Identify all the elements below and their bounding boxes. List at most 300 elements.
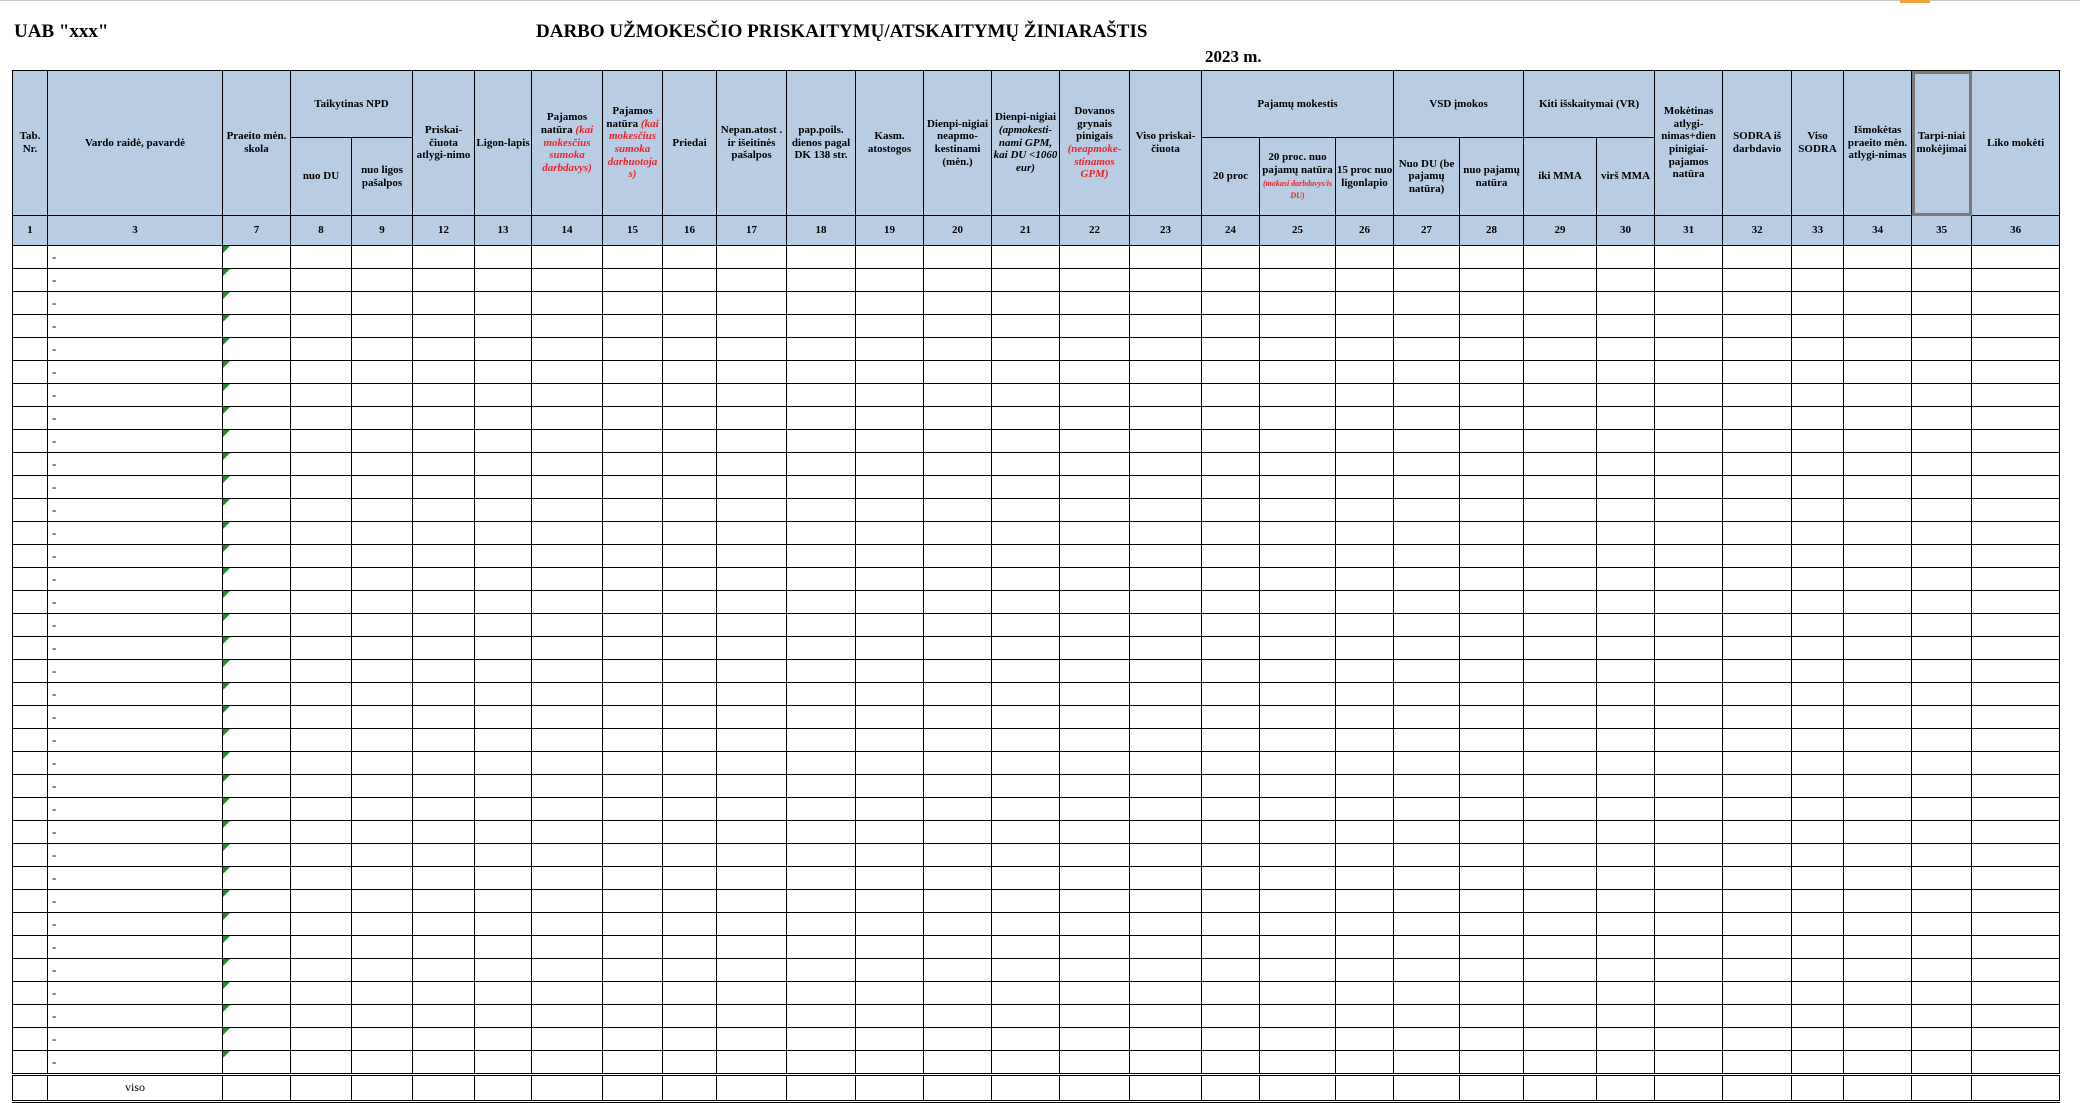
table-cell[interactable] [13, 430, 48, 453]
table-cell[interactable] [603, 775, 663, 798]
table-cell[interactable] [291, 476, 352, 499]
column-number[interactable]: 12 [413, 216, 475, 246]
table-cell[interactable] [1972, 1051, 2060, 1075]
table-cell[interactable] [1792, 775, 1844, 798]
table-cell[interactable] [1723, 499, 1792, 522]
table-cell[interactable] [1524, 706, 1597, 729]
table-cell[interactable] [1336, 269, 1394, 292]
table-cell[interactable] [1723, 430, 1792, 453]
table-cell[interactable] [352, 683, 413, 706]
table-cell[interactable] [532, 867, 603, 890]
table-cell[interactable] [992, 315, 1060, 338]
table-cell[interactable] [291, 384, 352, 407]
table-cell[interactable] [291, 591, 352, 614]
table-cell[interactable] [992, 499, 1060, 522]
table-cell[interactable] [1260, 959, 1336, 982]
table-cell[interactable] [717, 292, 787, 315]
table-cell[interactable] [1912, 292, 1972, 315]
table-cell[interactable] [1524, 407, 1597, 430]
table-cell[interactable] [1655, 269, 1723, 292]
employee-name-cell[interactable]: - [48, 959, 223, 982]
header-npd-du[interactable]: nuo DU [291, 138, 352, 216]
table-cell[interactable] [1460, 982, 1524, 1005]
table-cell[interactable] [1844, 752, 1912, 775]
total-cell[interactable] [352, 1075, 413, 1102]
table-cell[interactable] [532, 522, 603, 545]
table-cell[interactable] [475, 476, 532, 499]
table-cell[interactable] [1460, 499, 1524, 522]
total-cell[interactable] [1912, 1075, 1972, 1102]
table-cell[interactable] [291, 775, 352, 798]
table-cell[interactable] [352, 315, 413, 338]
table-cell[interactable] [1394, 246, 1460, 269]
table-cell[interactable] [291, 614, 352, 637]
prev-debt-cell[interactable] [223, 292, 291, 315]
table-cell[interactable] [1524, 729, 1597, 752]
table-cell[interactable] [1723, 936, 1792, 959]
table-cell[interactable] [1597, 338, 1655, 361]
table-cell[interactable] [1394, 775, 1460, 798]
table-cell[interactable] [13, 775, 48, 798]
table-cell[interactable] [1972, 798, 2060, 821]
table-cell[interactable] [475, 752, 532, 775]
table-cell[interactable] [413, 982, 475, 1005]
table-cell[interactable] [413, 1028, 475, 1051]
table-cell[interactable] [1260, 499, 1336, 522]
table-cell[interactable] [532, 292, 603, 315]
table-cell[interactable] [1655, 430, 1723, 453]
table-cell[interactable] [663, 246, 717, 269]
header-total-accrued[interactable]: Viso priskai-čiuota [1130, 71, 1202, 216]
table-cell[interactable] [1844, 637, 1912, 660]
table-cell[interactable] [1655, 407, 1723, 430]
header-in-kind-employer[interactable] [532, 71, 603, 216]
table-cell[interactable] [787, 499, 856, 522]
table-cell[interactable] [1336, 798, 1394, 821]
table-cell[interactable] [1792, 499, 1844, 522]
table-cell[interactable] [663, 476, 717, 499]
column-number[interactable]: 32 [1723, 216, 1792, 246]
employee-name-cell[interactable]: - [48, 775, 223, 798]
table-cell[interactable] [1524, 660, 1597, 683]
table-cell[interactable] [1060, 522, 1130, 545]
total-cell[interactable] [787, 1075, 856, 1102]
table-cell[interactable] [1972, 706, 2060, 729]
column-number[interactable]: 1 [13, 216, 48, 246]
table-cell[interactable] [291, 499, 352, 522]
table-cell[interactable] [13, 1028, 48, 1051]
table-cell[interactable] [532, 545, 603, 568]
table-cell[interactable] [717, 614, 787, 637]
table-cell[interactable] [787, 1028, 856, 1051]
table-cell[interactable] [1912, 660, 1972, 683]
table-cell[interactable] [1336, 660, 1394, 683]
table-cell[interactable] [1655, 867, 1723, 890]
table-cell[interactable] [1336, 752, 1394, 775]
header-daily-untaxed[interactable]: Dienpi-nigiai neapmo-kestinami (mėn.) [924, 71, 992, 216]
table-cell[interactable] [1597, 959, 1655, 982]
table-cell[interactable] [413, 844, 475, 867]
table-cell[interactable] [1524, 1051, 1597, 1075]
table-cell[interactable] [1792, 315, 1844, 338]
table-cell[interactable] [1524, 522, 1597, 545]
table-cell[interactable] [352, 867, 413, 890]
table-cell[interactable] [924, 453, 992, 476]
table-cell[interactable] [1260, 936, 1336, 959]
table-cell[interactable] [856, 913, 924, 936]
table-cell[interactable] [1202, 821, 1260, 844]
table-cell[interactable] [1597, 683, 1655, 706]
table-cell[interactable] [856, 568, 924, 591]
table-cell[interactable] [1912, 637, 1972, 660]
table-cell[interactable] [291, 430, 352, 453]
table-cell[interactable] [13, 384, 48, 407]
table-cell[interactable] [13, 568, 48, 591]
table-cell[interactable] [1336, 545, 1394, 568]
table-cell[interactable] [663, 844, 717, 867]
table-cell[interactable] [13, 1051, 48, 1075]
table-cell[interactable] [1394, 660, 1460, 683]
table-cell[interactable] [532, 338, 603, 361]
table-cell[interactable] [413, 729, 475, 752]
table-cell[interactable] [717, 890, 787, 913]
column-number[interactable]: 19 [856, 216, 924, 246]
total-cell[interactable] [413, 1075, 475, 1102]
table-cell[interactable] [717, 430, 787, 453]
table-cell[interactable] [352, 1028, 413, 1051]
table-cell[interactable] [1130, 614, 1202, 637]
table-cell[interactable] [1260, 338, 1336, 361]
table-cell[interactable] [1202, 499, 1260, 522]
table-cell[interactable] [1130, 1051, 1202, 1075]
table-cell[interactable] [1972, 246, 2060, 269]
table-cell[interactable] [663, 982, 717, 1005]
table-cell[interactable] [1597, 844, 1655, 867]
table-cell[interactable] [1597, 407, 1655, 430]
table-cell[interactable] [1723, 660, 1792, 683]
table-cell[interactable] [603, 752, 663, 775]
total-cell[interactable] [1524, 1075, 1597, 1102]
total-cell[interactable] [856, 1075, 924, 1102]
table-cell[interactable] [1394, 407, 1460, 430]
table-cell[interactable] [663, 568, 717, 591]
column-number[interactable]: 34 [1844, 216, 1912, 246]
prev-debt-cell[interactable] [223, 499, 291, 522]
table-cell[interactable] [603, 453, 663, 476]
table-cell[interactable] [1844, 1028, 1912, 1051]
table-cell[interactable] [856, 890, 924, 913]
table-cell[interactable] [1723, 453, 1792, 476]
header-gifts[interactable] [1060, 71, 1130, 216]
table-cell[interactable] [532, 798, 603, 821]
table-cell[interactable] [787, 292, 856, 315]
table-cell[interactable] [1202, 890, 1260, 913]
table-cell[interactable] [1723, 1028, 1792, 1051]
table-cell[interactable] [787, 453, 856, 476]
table-cell[interactable] [1844, 407, 1912, 430]
table-cell[interactable] [1972, 1028, 2060, 1051]
table-cell[interactable] [1460, 246, 1524, 269]
employee-name-cell[interactable]: - [48, 614, 223, 637]
employee-name-cell[interactable]: - [48, 936, 223, 959]
table-cell[interactable] [992, 476, 1060, 499]
table-cell[interactable] [352, 522, 413, 545]
table-cell[interactable] [1130, 338, 1202, 361]
table-cell[interactable] [1060, 499, 1130, 522]
table-cell[interactable] [475, 246, 532, 269]
table-cell[interactable] [1130, 246, 1202, 269]
table-cell[interactable] [1260, 867, 1336, 890]
table-cell[interactable] [1524, 246, 1597, 269]
table-cell[interactable] [1460, 890, 1524, 913]
table-cell[interactable] [413, 660, 475, 683]
table-cell[interactable] [787, 798, 856, 821]
table-cell[interactable] [291, 453, 352, 476]
table-cell[interactable] [1524, 867, 1597, 890]
table-cell[interactable] [13, 591, 48, 614]
table-cell[interactable] [1460, 545, 1524, 568]
employee-name-cell[interactable]: - [48, 269, 223, 292]
table-cell[interactable] [1597, 430, 1655, 453]
table-cell[interactable] [1394, 798, 1460, 821]
table-cell[interactable] [1912, 591, 1972, 614]
table-cell[interactable] [1460, 821, 1524, 844]
total-cell[interactable] [1202, 1075, 1260, 1102]
table-cell[interactable] [787, 407, 856, 430]
table-cell[interactable] [1130, 545, 1202, 568]
table-cell[interactable] [1460, 936, 1524, 959]
table-cell[interactable] [1723, 729, 1792, 752]
table-cell[interactable] [1394, 1028, 1460, 1051]
table-cell[interactable] [1130, 361, 1202, 384]
table-cell[interactable] [475, 913, 532, 936]
table-cell[interactable] [1972, 522, 2060, 545]
table-cell[interactable] [291, 269, 352, 292]
table-cell[interactable] [924, 292, 992, 315]
table-cell[interactable] [1655, 798, 1723, 821]
table-cell[interactable] [1260, 568, 1336, 591]
table-cell[interactable] [291, 867, 352, 890]
table-cell[interactable] [1060, 384, 1130, 407]
table-cell[interactable] [856, 1028, 924, 1051]
column-number[interactable]: 23 [1130, 216, 1202, 246]
table-cell[interactable] [787, 913, 856, 936]
table-cell[interactable] [1336, 499, 1394, 522]
table-cell[interactable] [856, 982, 924, 1005]
table-cell[interactable] [1260, 706, 1336, 729]
table-cell[interactable] [13, 798, 48, 821]
table-cell[interactable] [663, 1005, 717, 1028]
table-cell[interactable] [1655, 614, 1723, 637]
header-income-tax-group[interactable]: Pajamų mokestis [1202, 71, 1394, 138]
table-cell[interactable] [291, 1051, 352, 1075]
table-cell[interactable] [1912, 683, 1972, 706]
table-cell[interactable] [1912, 959, 1972, 982]
table-cell[interactable] [603, 338, 663, 361]
table-cell[interactable] [603, 936, 663, 959]
table-cell[interactable] [1060, 683, 1130, 706]
table-cell[interactable] [1597, 246, 1655, 269]
table-cell[interactable] [1394, 637, 1460, 660]
table-cell[interactable] [1060, 591, 1130, 614]
table-cell[interactable] [352, 936, 413, 959]
table-cell[interactable] [1060, 407, 1130, 430]
column-number[interactable]: 26 [1336, 216, 1394, 246]
table-cell[interactable] [1060, 729, 1130, 752]
table-cell[interactable] [13, 982, 48, 1005]
table-cell[interactable] [856, 637, 924, 660]
table-cell[interactable] [1723, 867, 1792, 890]
table-cell[interactable] [1130, 315, 1202, 338]
table-cell[interactable] [1336, 292, 1394, 315]
table-cell[interactable] [1597, 637, 1655, 660]
table-cell[interactable] [291, 361, 352, 384]
table-cell[interactable] [992, 798, 1060, 821]
table-cell[interactable] [1336, 407, 1394, 430]
table-cell[interactable] [603, 798, 663, 821]
table-cell[interactable] [663, 890, 717, 913]
header-vsd-group[interactable]: VSD įmokos [1394, 71, 1524, 138]
table-cell[interactable] [1060, 959, 1130, 982]
table-cell[interactable] [1202, 660, 1260, 683]
table-cell[interactable] [1655, 1051, 1723, 1075]
table-cell[interactable] [1130, 430, 1202, 453]
header-unused-leave[interactable]: Nepan.atost . ir išeitinės pašalpos [717, 71, 787, 216]
table-cell[interactable] [1723, 568, 1792, 591]
table-cell[interactable] [856, 821, 924, 844]
table-cell[interactable] [1972, 499, 2060, 522]
table-cell[interactable] [1460, 913, 1524, 936]
table-cell[interactable] [1336, 384, 1394, 407]
table-cell[interactable] [787, 1051, 856, 1075]
table-cell[interactable] [1844, 453, 1912, 476]
table-cell[interactable] [352, 476, 413, 499]
table-cell[interactable] [992, 683, 1060, 706]
table-cell[interactable] [1460, 729, 1524, 752]
table-cell[interactable] [1130, 752, 1202, 775]
table-cell[interactable] [1336, 614, 1394, 637]
table-cell[interactable] [13, 407, 48, 430]
table-cell[interactable] [1792, 568, 1844, 591]
table-cell[interactable] [1655, 752, 1723, 775]
table-cell[interactable] [856, 292, 924, 315]
total-cell[interactable] [13, 1075, 48, 1102]
table-cell[interactable] [1792, 246, 1844, 269]
table-cell[interactable] [924, 959, 992, 982]
table-cell[interactable] [413, 683, 475, 706]
table-cell[interactable] [1524, 476, 1597, 499]
table-cell[interactable] [1972, 361, 2060, 384]
table-cell[interactable] [291, 545, 352, 568]
table-cell[interactable] [1060, 1051, 1130, 1075]
table-cell[interactable] [13, 660, 48, 683]
table-cell[interactable] [1336, 982, 1394, 1005]
table-cell[interactable] [1460, 384, 1524, 407]
total-cell[interactable] [717, 1075, 787, 1102]
table-cell[interactable] [1060, 338, 1130, 361]
table-cell[interactable] [1792, 1051, 1844, 1075]
table-cell[interactable] [856, 591, 924, 614]
employee-name-cell[interactable]: - [48, 338, 223, 361]
table-cell[interactable] [475, 660, 532, 683]
table-cell[interactable] [1723, 545, 1792, 568]
table-cell[interactable] [1655, 591, 1723, 614]
table-cell[interactable] [717, 775, 787, 798]
table-cell[interactable] [413, 1005, 475, 1028]
table-cell[interactable] [603, 867, 663, 890]
table-cell[interactable] [717, 591, 787, 614]
table-cell[interactable] [1655, 338, 1723, 361]
table-cell[interactable] [717, 407, 787, 430]
table-cell[interactable] [787, 361, 856, 384]
table-cell[interactable] [717, 315, 787, 338]
table-cell[interactable] [992, 292, 1060, 315]
table-cell[interactable] [787, 1005, 856, 1028]
table-cell[interactable] [413, 545, 475, 568]
prev-debt-cell[interactable] [223, 775, 291, 798]
table-cell[interactable] [1460, 752, 1524, 775]
table-cell[interactable] [532, 936, 603, 959]
total-cell[interactable] [1723, 1075, 1792, 1102]
table-cell[interactable] [1972, 775, 2060, 798]
table-cell[interactable] [787, 982, 856, 1005]
table-cell[interactable] [1260, 246, 1336, 269]
table-cell[interactable] [856, 1051, 924, 1075]
table-cell[interactable] [924, 430, 992, 453]
table-cell[interactable] [1912, 384, 1972, 407]
table-cell[interactable] [1524, 890, 1597, 913]
table-cell[interactable] [1336, 591, 1394, 614]
table-cell[interactable] [1394, 982, 1460, 1005]
table-cell[interactable] [856, 867, 924, 890]
table-cell[interactable] [1394, 384, 1460, 407]
table-cell[interactable] [13, 315, 48, 338]
table-cell[interactable] [717, 361, 787, 384]
table-cell[interactable] [1792, 384, 1844, 407]
table-cell[interactable] [603, 407, 663, 430]
table-cell[interactable] [1655, 384, 1723, 407]
table-cell[interactable] [663, 936, 717, 959]
table-cell[interactable] [1394, 890, 1460, 913]
table-cell[interactable] [992, 660, 1060, 683]
table-cell[interactable] [1972, 614, 2060, 637]
table-cell[interactable] [1130, 683, 1202, 706]
column-number[interactable]: 8 [291, 216, 352, 246]
employee-name-cell[interactable]: - [48, 913, 223, 936]
prev-debt-cell[interactable] [223, 476, 291, 499]
table-cell[interactable] [1202, 315, 1260, 338]
table-cell[interactable] [13, 637, 48, 660]
table-cell[interactable] [1655, 637, 1723, 660]
table-cell[interactable] [1912, 614, 1972, 637]
table-cell[interactable] [1060, 752, 1130, 775]
table-cell[interactable] [1260, 384, 1336, 407]
table-cell[interactable] [717, 637, 787, 660]
table-cell[interactable] [291, 660, 352, 683]
table-cell[interactable] [1460, 407, 1524, 430]
table-cell[interactable] [1130, 407, 1202, 430]
table-cell[interactable] [1394, 476, 1460, 499]
table-cell[interactable] [1260, 522, 1336, 545]
table-cell[interactable] [1844, 821, 1912, 844]
table-cell[interactable] [856, 1005, 924, 1028]
table-cell[interactable] [352, 499, 413, 522]
table-cell[interactable] [1524, 430, 1597, 453]
prev-debt-cell[interactable] [223, 591, 291, 614]
employee-name-cell[interactable]: - [48, 1005, 223, 1028]
table-cell[interactable] [532, 407, 603, 430]
table-cell[interactable] [413, 338, 475, 361]
